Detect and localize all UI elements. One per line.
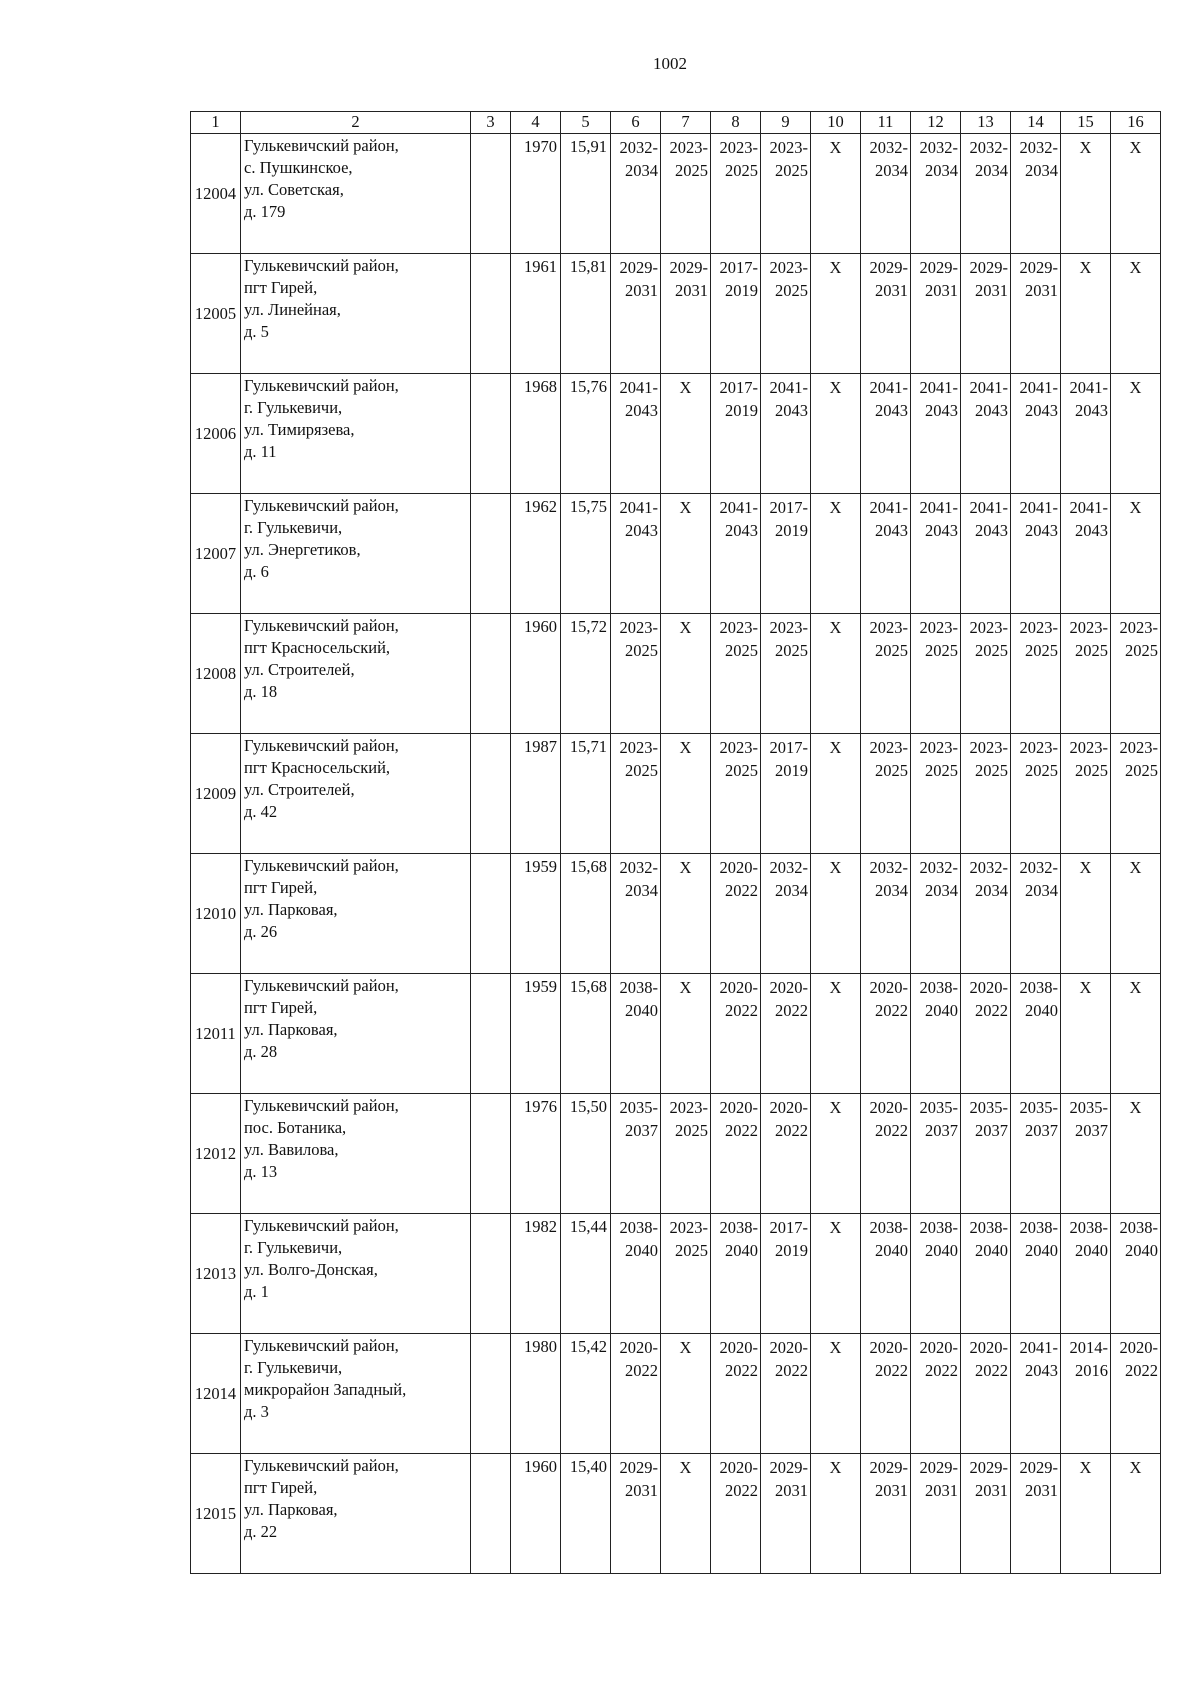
address-line: д. 6	[244, 562, 269, 581]
address-line: д. 26	[244, 922, 278, 941]
area-cell: 15,91	[561, 134, 611, 254]
col3-cell	[471, 494, 511, 614]
address-cell	[241, 1454, 471, 1574]
address-line: д. 179	[244, 202, 286, 221]
table-row	[191, 1334, 1161, 1454]
period-cell: Х	[661, 734, 711, 854]
area-cell: 15,68	[561, 854, 611, 974]
period-cell: 2032- 2034	[1011, 854, 1061, 974]
period-cell: Х	[661, 614, 711, 734]
period-cell: 2041- 2043	[911, 494, 961, 614]
period-cell: Х	[811, 1094, 861, 1214]
period-cell: 2023- 2025	[611, 734, 661, 854]
column-header: 11	[861, 112, 911, 134]
address-line: д. 22	[244, 1522, 278, 1541]
row-number: 12008	[191, 614, 241, 734]
year-cell: 1982	[511, 1214, 561, 1334]
address-line: д. 11	[244, 442, 277, 461]
period-cell: 2029- 2031	[1011, 254, 1061, 374]
period-cell: 2020- 2022	[861, 1094, 911, 1214]
col3-cell	[471, 974, 511, 1094]
period-cell: 2023- 2025	[1061, 614, 1111, 734]
period-cell: 2035- 2037	[1011, 1094, 1061, 1214]
column-header: 1	[191, 112, 241, 134]
period-cell: 2020- 2022	[711, 1454, 761, 1574]
address-line: ул. Тимирязева,	[244, 420, 355, 439]
period-cell: 2023- 2025	[661, 1214, 711, 1334]
area-cell: 15,68	[561, 974, 611, 1094]
period-cell: 2038- 2040	[711, 1214, 761, 1334]
address-cell	[241, 614, 471, 734]
period-cell: 2041- 2043	[1061, 374, 1111, 494]
address-line: пос. Ботаника,	[244, 1118, 347, 1137]
table-row	[191, 1454, 1161, 1574]
address-line: Гулькевичский район,	[244, 376, 399, 395]
column-header: 2	[241, 112, 471, 134]
period-cell: Х	[1111, 1454, 1161, 1574]
address-line: Гулькевичский район,	[244, 136, 399, 155]
area-cell: 15,44	[561, 1214, 611, 1334]
period-cell: 2041- 2043	[1011, 1334, 1061, 1454]
address-line: ул. Энергетиков,	[244, 540, 361, 559]
period-cell: 2023- 2025	[1111, 614, 1161, 734]
period-cell: 2038- 2040	[1011, 1214, 1061, 1334]
period-cell: Х	[661, 374, 711, 494]
period-cell: 2041- 2043	[961, 374, 1011, 494]
address-cell	[241, 1334, 471, 1454]
row-number: 12004	[191, 134, 241, 254]
table-row	[191, 374, 1161, 494]
period-cell: 2023- 2025	[911, 734, 961, 854]
address-line: ул. Строителей,	[244, 660, 355, 679]
row-number: 12015	[191, 1454, 241, 1574]
address-line: г. Гулькевичи,	[244, 1358, 343, 1377]
period-cell: 2017- 2019	[761, 494, 811, 614]
address-line: с. Пушкинское,	[244, 158, 353, 177]
period-cell: Х	[811, 254, 861, 374]
column-header: 6	[611, 112, 661, 134]
period-cell: 2020- 2022	[711, 1334, 761, 1454]
period-cell: 2014- 2016	[1061, 1334, 1111, 1454]
address-line: д. 42	[244, 802, 278, 821]
address-line: Гулькевичский район,	[244, 736, 399, 755]
row-number: 12009	[191, 734, 241, 854]
period-cell: 2032- 2034	[1011, 134, 1061, 254]
table-row	[191, 1094, 1161, 1214]
area-cell: 15,72	[561, 614, 611, 734]
address-cell	[241, 254, 471, 374]
period-cell: 2023- 2025	[761, 134, 811, 254]
column-header: 12	[911, 112, 961, 134]
address-line: д. 5	[244, 322, 269, 341]
address-line: ул. Вавилова,	[244, 1140, 339, 1159]
period-cell: 2029- 2031	[861, 254, 911, 374]
address-line: пгт Гирей,	[244, 1478, 318, 1497]
period-cell: 2032- 2034	[961, 854, 1011, 974]
address-line: ул. Парковая,	[244, 900, 338, 919]
column-header-row	[191, 112, 1161, 134]
period-cell: 2038- 2040	[1011, 974, 1061, 1094]
year-cell: 1961	[511, 254, 561, 374]
period-cell: 2017- 2019	[761, 734, 811, 854]
row-number: 12010	[191, 854, 241, 974]
column-header: 10	[811, 112, 861, 134]
period-cell: 2038- 2040	[911, 1214, 961, 1334]
period-cell: 2038- 2040	[1111, 1214, 1161, 1334]
row-number: 12014	[191, 1334, 241, 1454]
period-cell: 2023- 2025	[761, 254, 811, 374]
period-cell: 2032- 2034	[961, 134, 1011, 254]
year-cell: 1970	[511, 134, 561, 254]
address-cell	[241, 854, 471, 974]
address-line: ул. Линейная,	[244, 300, 341, 319]
address-line: д. 18	[244, 682, 278, 701]
address-line: Гулькевичский район,	[244, 1336, 399, 1355]
col3-cell	[471, 1454, 511, 1574]
period-cell: 2023- 2025	[1061, 734, 1111, 854]
period-cell: 2020- 2022	[711, 1094, 761, 1214]
address-cell	[241, 734, 471, 854]
period-cell: 2032- 2034	[761, 854, 811, 974]
period-cell: 2023- 2025	[661, 134, 711, 254]
period-cell: 2029- 2031	[611, 1454, 661, 1574]
period-cell: 2023- 2025	[711, 134, 761, 254]
col3-cell	[471, 734, 511, 854]
period-cell: 2029- 2031	[1011, 1454, 1061, 1574]
period-cell: 2035- 2037	[611, 1094, 661, 1214]
table-row	[191, 854, 1161, 974]
period-cell: 2020- 2022	[761, 1334, 811, 1454]
address-line: Гулькевичский район,	[244, 856, 399, 875]
row-number: 12012	[191, 1094, 241, 1214]
address-cell	[241, 134, 471, 254]
address-line: д. 3	[244, 1402, 269, 1421]
period-cell: Х	[1061, 974, 1111, 1094]
table-row	[191, 254, 1161, 374]
period-cell: Х	[661, 1334, 711, 1454]
row-number: 12006	[191, 374, 241, 494]
period-cell: Х	[1111, 494, 1161, 614]
period-cell: Х	[1111, 1094, 1161, 1214]
address-line: ул. Советская,	[244, 180, 344, 199]
address-line: д. 28	[244, 1042, 278, 1061]
row-number: 12007	[191, 494, 241, 614]
period-cell: Х	[661, 974, 711, 1094]
address-line: Гулькевичский район,	[244, 616, 399, 635]
period-cell: 2029- 2031	[861, 1454, 911, 1574]
period-cell: 2041- 2043	[911, 374, 961, 494]
row-number: 12005	[191, 254, 241, 374]
period-cell: Х	[1061, 254, 1111, 374]
period-cell: 2020- 2022	[961, 1334, 1011, 1454]
period-cell: 2041- 2043	[761, 374, 811, 494]
period-cell: 2020- 2022	[761, 1094, 811, 1214]
period-cell: Х	[811, 734, 861, 854]
period-cell: 2038- 2040	[961, 1214, 1011, 1334]
col3-cell	[471, 614, 511, 734]
period-cell: 2020- 2022	[911, 1334, 961, 1454]
period-cell: 2020- 2022	[961, 974, 1011, 1094]
period-cell: Х	[811, 1454, 861, 1574]
period-cell: Х	[1061, 134, 1111, 254]
period-cell: 2023- 2025	[611, 614, 661, 734]
col3-cell	[471, 254, 511, 374]
address-line: ул. Парковая,	[244, 1020, 338, 1039]
address-line: Гулькевичский район,	[244, 1216, 399, 1235]
address-line: пгт Гирей,	[244, 278, 318, 297]
column-header: 9	[761, 112, 811, 134]
period-cell: 2029- 2031	[611, 254, 661, 374]
period-cell: 2041- 2043	[1061, 494, 1111, 614]
area-cell: 15,71	[561, 734, 611, 854]
period-cell: 2038- 2040	[861, 1214, 911, 1334]
period-cell: 2020- 2022	[861, 974, 911, 1094]
period-cell: 2041- 2043	[861, 374, 911, 494]
period-cell: 2032- 2034	[861, 134, 911, 254]
period-cell: 2041- 2043	[1011, 494, 1061, 614]
address-line: г. Гулькевичи,	[244, 398, 343, 417]
period-cell: Х	[661, 854, 711, 974]
col3-cell	[471, 1214, 511, 1334]
address-cell	[241, 374, 471, 494]
period-cell: 2020- 2022	[711, 854, 761, 974]
period-cell: Х	[811, 374, 861, 494]
period-cell: Х	[811, 494, 861, 614]
period-cell: Х	[1061, 1454, 1111, 1574]
period-cell: Х	[661, 1454, 711, 1574]
period-cell: Х	[811, 854, 861, 974]
period-cell: Х	[1111, 854, 1161, 974]
column-header: 8	[711, 112, 761, 134]
table-row	[191, 734, 1161, 854]
period-cell: 2038- 2040	[1061, 1214, 1111, 1334]
period-cell: 2032- 2034	[611, 134, 661, 254]
address-cell	[241, 494, 471, 614]
address-line: Гулькевичский район,	[244, 256, 399, 275]
period-cell: 2029- 2031	[761, 1454, 811, 1574]
table-row	[191, 134, 1161, 254]
page-number: 1002	[653, 54, 687, 73]
address-line: г. Гулькевичи,	[244, 1238, 343, 1257]
year-cell: 1987	[511, 734, 561, 854]
col3-cell	[471, 1334, 511, 1454]
period-cell: 2020- 2022	[1111, 1334, 1161, 1454]
period-cell: 2029- 2031	[961, 1454, 1011, 1574]
period-cell: Х	[661, 494, 711, 614]
column-header: 4	[511, 112, 561, 134]
period-cell: 2023- 2025	[761, 614, 811, 734]
registry-table	[190, 111, 1161, 1574]
address-line: пгт Гирей,	[244, 998, 318, 1017]
period-cell: 2017- 2019	[761, 1214, 811, 1334]
row-number: 12011	[191, 974, 241, 1094]
period-cell: 2032- 2034	[911, 854, 961, 974]
period-cell: 2041- 2043	[861, 494, 911, 614]
period-cell: 2035- 2037	[911, 1094, 961, 1214]
period-cell: 2023- 2025	[961, 734, 1011, 854]
table-row	[191, 1214, 1161, 1334]
period-cell: 2029- 2031	[661, 254, 711, 374]
year-cell: 1962	[511, 494, 561, 614]
period-cell: 2020- 2022	[611, 1334, 661, 1454]
column-header: 3	[471, 112, 511, 134]
period-cell: 2023- 2025	[911, 614, 961, 734]
period-cell: 2023- 2025	[711, 734, 761, 854]
period-cell: 2041- 2043	[711, 494, 761, 614]
period-cell: Х	[1061, 854, 1111, 974]
address-line: пгт Красносельский,	[244, 758, 391, 777]
period-cell: 2038- 2040	[611, 1214, 661, 1334]
period-cell: Х	[1111, 374, 1161, 494]
period-cell: 2020- 2022	[761, 974, 811, 1094]
period-cell: Х	[811, 614, 861, 734]
period-cell: 2017- 2019	[711, 254, 761, 374]
period-cell: 2023- 2025	[1111, 734, 1161, 854]
period-cell: 2020- 2022	[711, 974, 761, 1094]
period-cell: 2032- 2034	[611, 854, 661, 974]
area-cell: 15,76	[561, 374, 611, 494]
col3-cell	[471, 374, 511, 494]
address-line: д. 1	[244, 1282, 269, 1301]
table-row	[191, 494, 1161, 614]
period-cell: 2029- 2031	[961, 254, 1011, 374]
period-cell: Х	[811, 1334, 861, 1454]
year-cell: 1959	[511, 974, 561, 1094]
col3-cell	[471, 1094, 511, 1214]
address-line: г. Гулькевичи,	[244, 518, 343, 537]
period-cell: 2038- 2040	[611, 974, 661, 1094]
table-body	[191, 134, 1161, 1574]
period-cell: Х	[811, 974, 861, 1094]
address-cell	[241, 1094, 471, 1214]
address-line: ул. Парковая,	[244, 1500, 338, 1519]
area-cell: 15,50	[561, 1094, 611, 1214]
year-cell: 1960	[511, 1454, 561, 1574]
year-cell: 1959	[511, 854, 561, 974]
year-cell: 1968	[511, 374, 561, 494]
period-cell: Х	[811, 134, 861, 254]
period-cell: 2041- 2043	[611, 374, 661, 494]
table-row	[191, 614, 1161, 734]
address-cell	[241, 1214, 471, 1334]
column-header: 7	[661, 112, 711, 134]
column-header: 5	[561, 112, 611, 134]
period-cell: 2032- 2034	[911, 134, 961, 254]
col3-cell	[471, 854, 511, 974]
year-cell: 1976	[511, 1094, 561, 1214]
year-cell: 1980	[511, 1334, 561, 1454]
period-cell: 2023- 2025	[861, 734, 911, 854]
period-cell: 2041- 2043	[611, 494, 661, 614]
table-row	[191, 974, 1161, 1094]
address-line: микрорайон Западный,	[244, 1380, 407, 1399]
column-header: 13	[961, 112, 1011, 134]
period-cell: 2041- 2043	[1011, 374, 1061, 494]
column-header: 15	[1061, 112, 1111, 134]
period-cell: Х	[1111, 134, 1161, 254]
period-cell: 2041- 2043	[961, 494, 1011, 614]
area-cell: 15,42	[561, 1334, 611, 1454]
period-cell: 2032- 2034	[861, 854, 911, 974]
period-cell: 2017- 2019	[711, 374, 761, 494]
address-line: ул. Волго-Донская,	[244, 1260, 378, 1279]
period-cell: 2029- 2031	[911, 254, 961, 374]
address-line: Гулькевичский район,	[244, 1456, 399, 1475]
period-cell: 2035- 2037	[961, 1094, 1011, 1214]
period-cell: 2023- 2025	[661, 1094, 711, 1214]
period-cell: Х	[811, 1214, 861, 1334]
col3-cell	[471, 134, 511, 254]
period-cell: 2023- 2025	[861, 614, 911, 734]
area-cell: 15,81	[561, 254, 611, 374]
period-cell: Х	[1111, 974, 1161, 1094]
period-cell: 2038- 2040	[911, 974, 961, 1094]
address-line: Гулькевичский район,	[244, 496, 399, 515]
period-cell: 2023- 2025	[961, 614, 1011, 734]
period-cell: 2023- 2025	[711, 614, 761, 734]
column-header: 16	[1111, 112, 1161, 134]
column-header: 14	[1011, 112, 1061, 134]
address-line: Гулькевичский район,	[244, 1096, 399, 1115]
period-cell: 2023- 2025	[1011, 614, 1061, 734]
period-cell: 2023- 2025	[1011, 734, 1061, 854]
address-line: д. 13	[244, 1162, 278, 1181]
area-cell: 15,75	[561, 494, 611, 614]
address-cell	[241, 974, 471, 1094]
period-cell: 2029- 2031	[911, 1454, 961, 1574]
address-line: пгт Красносельский,	[244, 638, 391, 657]
address-line: ул. Строителей,	[244, 780, 355, 799]
year-cell: 1960	[511, 614, 561, 734]
row-number: 12013	[191, 1214, 241, 1334]
period-cell: 2020- 2022	[861, 1334, 911, 1454]
address-line: пгт Гирей,	[244, 878, 318, 897]
address-line: Гулькевичский район,	[244, 976, 399, 995]
period-cell: Х	[1111, 254, 1161, 374]
period-cell: 2035- 2037	[1061, 1094, 1111, 1214]
area-cell: 15,40	[561, 1454, 611, 1574]
